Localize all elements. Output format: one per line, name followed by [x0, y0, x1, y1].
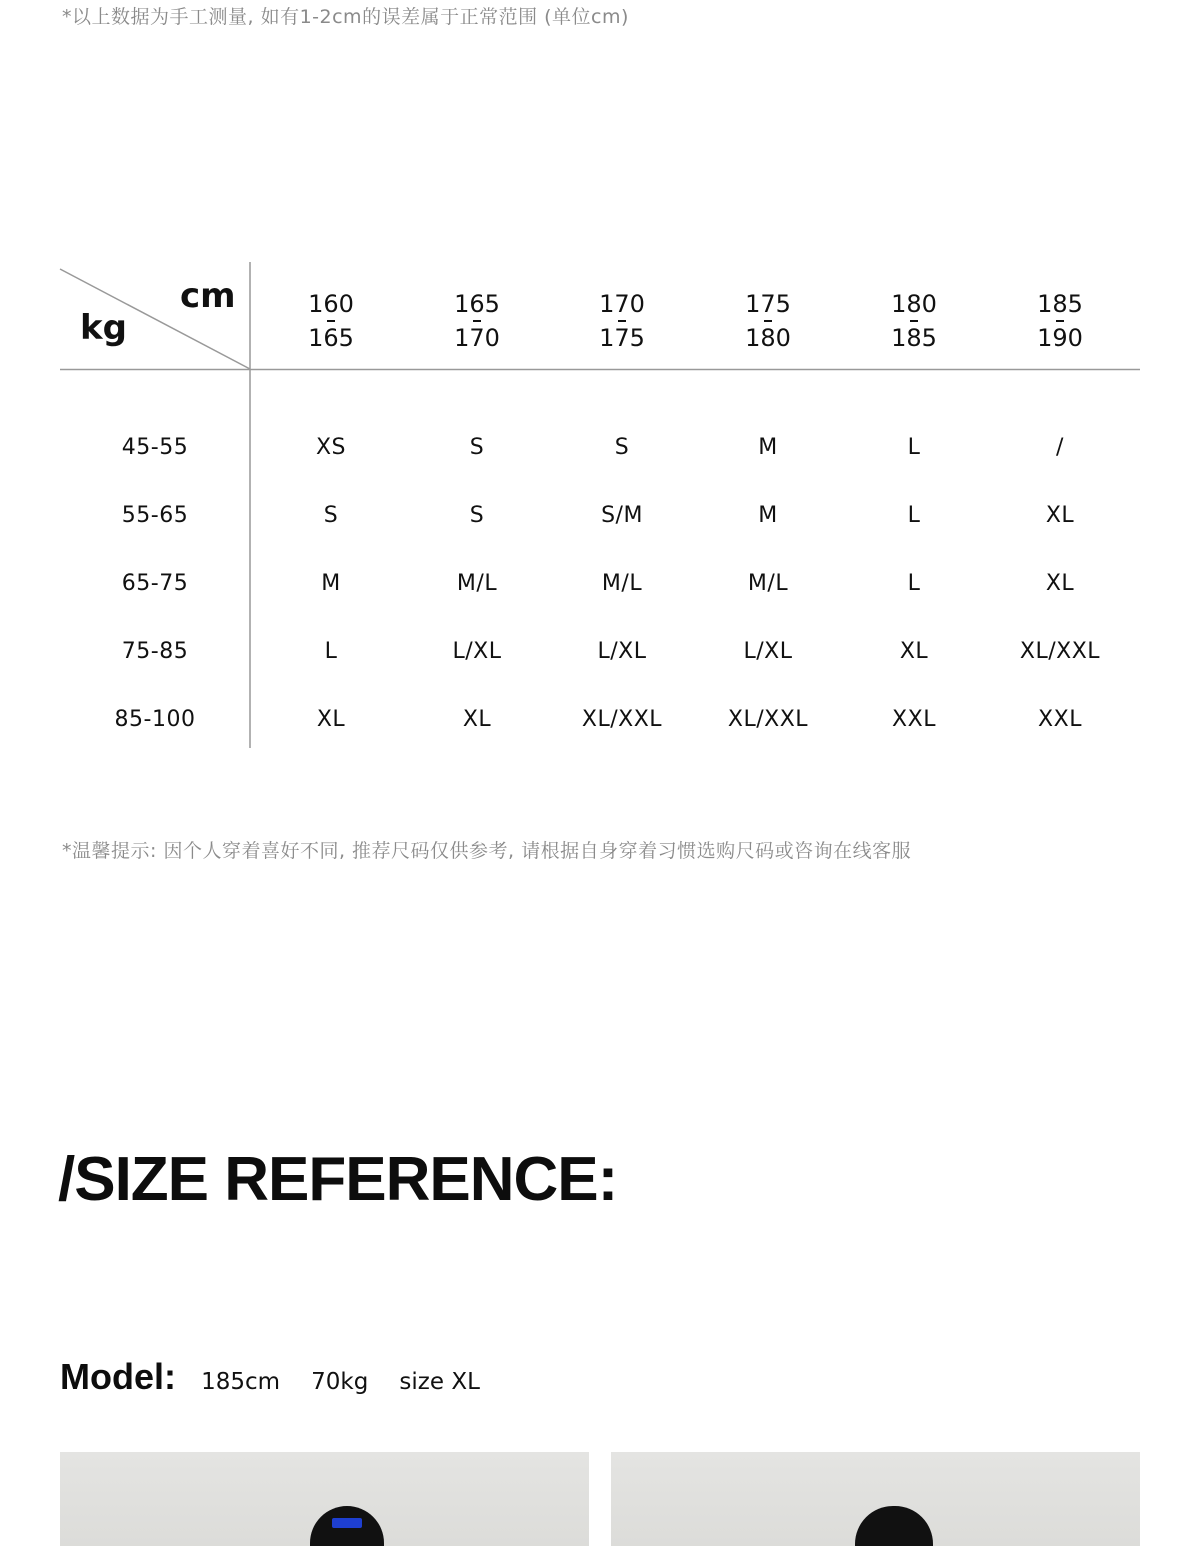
- height-range-from: 170: [599, 290, 645, 318]
- height-range-to: 185: [891, 324, 937, 352]
- size-cell: M/L: [601, 571, 643, 596]
- measurement-note: *以上数据为手工测量, 如有1-2cm的误差属于正常范围 (单位cm): [62, 6, 629, 28]
- weight-range-header: 65-75: [121, 571, 189, 596]
- height-range-header: [718, 286, 818, 356]
- size-cell: XXL: [1038, 707, 1082, 732]
- size-cell: L: [907, 571, 921, 596]
- size-cell: L: [907, 503, 921, 528]
- size-cell: XXL: [892, 707, 936, 732]
- height-range-from: 175: [745, 290, 791, 318]
- cap-image: [310, 1506, 384, 1546]
- size-cell: XL: [316, 707, 346, 732]
- weight-unit-label: kg: [80, 308, 127, 348]
- height-range-header: [864, 286, 964, 356]
- size-cell: M/L: [747, 571, 789, 596]
- range-dash: [327, 320, 335, 322]
- height-range-to: 175: [599, 324, 645, 352]
- cap-image: [855, 1506, 933, 1546]
- height-range-to: 170: [454, 324, 500, 352]
- size-cell: XL: [462, 707, 492, 732]
- model-height: 185cm: [201, 1369, 281, 1395]
- range-dash: [618, 320, 626, 322]
- size-cell: M: [321, 571, 341, 596]
- model-info: [60, 1356, 506, 1398]
- size-cell: M: [758, 435, 778, 460]
- cap-logo-badge: [332, 1518, 362, 1528]
- range-dash: [764, 320, 772, 322]
- range-dash: [910, 320, 918, 322]
- size-cell: S: [469, 503, 485, 528]
- range-dash: [1056, 320, 1064, 322]
- weight-range-header: 55-65: [121, 503, 189, 528]
- size-cell: XL/XXL: [727, 707, 809, 732]
- size-cell: L/XL: [743, 639, 793, 664]
- size-cell: XL/XXL: [1019, 639, 1101, 664]
- weight-range-header: 85-100: [114, 707, 196, 732]
- height-range-from: 180: [891, 290, 937, 318]
- model-photo-side: [611, 1452, 1140, 1546]
- height-range-header: [1010, 286, 1110, 356]
- size-cell: M: [758, 503, 778, 528]
- size-cell: XS: [315, 435, 347, 460]
- size-cell: M/L: [456, 571, 498, 596]
- size-cell: XL: [1045, 503, 1075, 528]
- model-weight: 70kg: [311, 1369, 369, 1395]
- size-cell: L/XL: [597, 639, 647, 664]
- size-cell: S: [323, 503, 339, 528]
- height-range-header: [572, 286, 672, 356]
- size-cell: L: [907, 435, 921, 460]
- size-cell: L/XL: [452, 639, 502, 664]
- height-range-to: 165: [308, 324, 354, 352]
- height-range-to: 180: [745, 324, 791, 352]
- size-cell: L: [324, 639, 338, 664]
- height-unit-label: cm: [180, 276, 236, 316]
- size-cell: XL: [1045, 571, 1075, 596]
- model-size: size XL: [399, 1369, 480, 1395]
- height-range-from: 185: [1037, 290, 1083, 318]
- size-cell: XL: [899, 639, 929, 664]
- model-photo-front: [60, 1452, 589, 1546]
- height-range-header: [281, 286, 381, 356]
- size-cell: S: [469, 435, 485, 460]
- model-label: Model:: [60, 1356, 176, 1397]
- size-cell: XL/XXL: [581, 707, 663, 732]
- weight-range-header: 45-55: [121, 435, 189, 460]
- sizing-tip-note: *温馨提示: 因个人穿着喜好不同, 推荐尺码仅供参考, 请根据自身穿着习惯选购尺码或咨询在线客服: [62, 840, 912, 862]
- weight-range-header: 75-85: [121, 639, 189, 664]
- size-cell: S: [614, 435, 630, 460]
- height-range-from: 160: [308, 290, 354, 318]
- size-cell: S/M: [601, 503, 643, 528]
- height-range-to: 190: [1037, 324, 1083, 352]
- size-reference-title: /SIZE REFERENCE:: [58, 1145, 618, 1214]
- height-range-from: 165: [454, 290, 500, 318]
- range-dash: [473, 320, 481, 322]
- size-cell: /: [1056, 435, 1064, 460]
- height-range-header: [427, 286, 527, 356]
